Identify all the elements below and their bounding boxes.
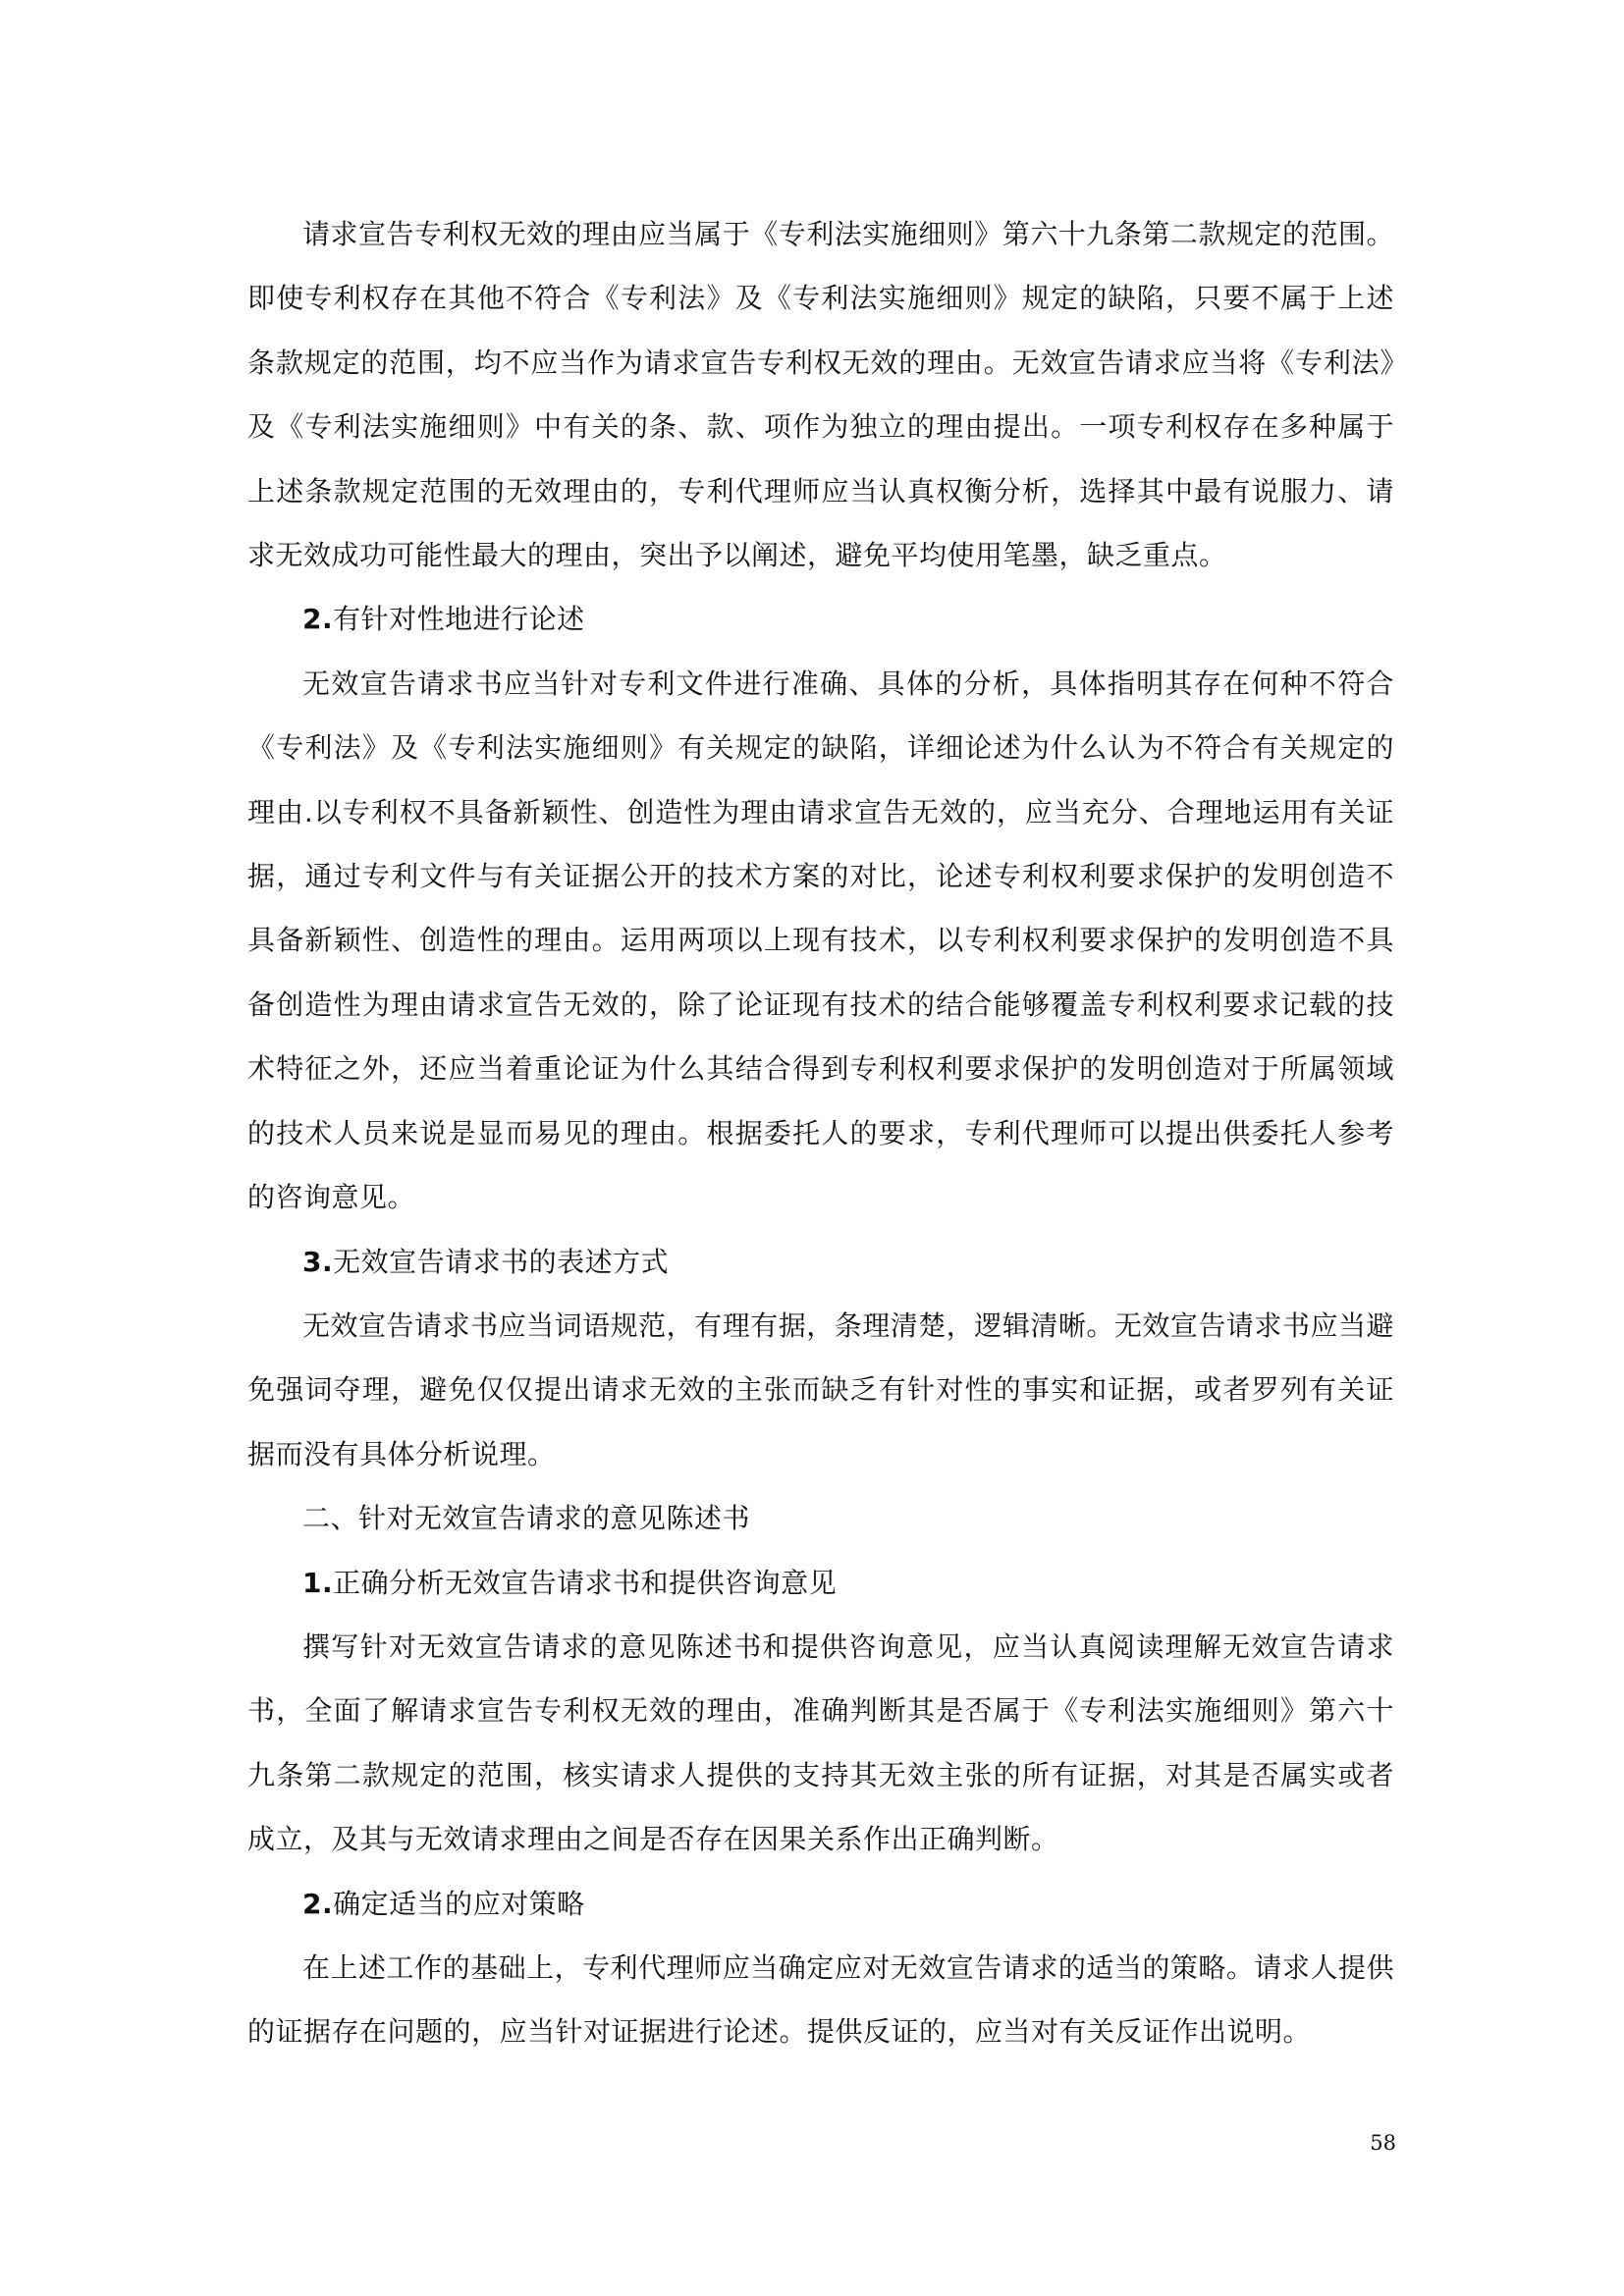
- heading-number: 2.: [302, 603, 334, 636]
- heading-response-strategy: [247, 1872, 1394, 1936]
- paragraph-expression-style: 无效宣告请求书应当词语规范，有理有据，条理清楚，逻辑清晰。无效宣告请求书应当避免强词夺理，避免仅仅提出请求无效的主张而缺乏有针对性的事实和证据，或者罗列有关证据而没有具体分析说理。: [247, 1308, 1394, 1470]
- page-number: 58: [1370, 2131, 1396, 2155]
- heading-number: 1.: [302, 1566, 334, 1599]
- heading-number: 2.: [302, 1887, 334, 1920]
- section-heading-opinion-statement: 二、针对无效宣告请求的意见陈述书: [302, 1502, 751, 1535]
- heading-targeted-argument: [247, 587, 1394, 651]
- paragraph-invalid-grounds-scope: 请求宣告专利权无效的理由应当属于《专利法实施细则》第六十九条第二款规定的范围。即使专利权存在其他不符合《专利法》及《专利法实施细则》规定的缺陷，只要不属于上述条款规定的范围，均不应当作为请求宣告专利权无效的理由。无效宣告请求应当将《专利法》及《专利法实施细则》中有关的条、款、项作为独立的理由提出。一项专利权存在多种属于上述条款规定范围的无效理由的，专利代理师应当认真权衡分析，选择其中最有说服力、请求无效成功可能性最大的理由，突出予以阐述，避免平均使用笔墨，缺乏重点。: [247, 218, 1394, 572]
- heading-text: 正确分析无效宣告请求书和提供咨询意见: [333, 1566, 838, 1599]
- paragraph-correct-analysis: 撰写针对无效宣告请求的意见陈述书和提供咨询意见，应当认真阅读理解无效宣告请求书，全面了解请求宣告专利权无效的理由，准确判断其是否属于《专利法实施细则》第六十九条第二款规定的范围，核实请求人提供的支持其无效主张的所有证据，对其是否属实或者成立，及其与无效请求理由之间是否存在因果关系作出正确判断。: [247, 1629, 1394, 1856]
- document-page: [247, 202, 1394, 2064]
- heading-correct-analysis: [247, 1551, 1394, 1615]
- heading-expression-style: [247, 1230, 1394, 1294]
- heading-text: 有针对性地进行论述: [333, 603, 585, 636]
- heading-number: 3.: [302, 1245, 334, 1278]
- paragraph-response-strategy: 在上述工作的基础上，专利代理师应当确定应对无效宣告请求的适当的策略。请求人提供的证据存在问题的，应当针对证据进行论述。提供反证的，应当对有关反证作出说明。: [247, 1950, 1394, 2049]
- heading-text: 确定适当的应对策略: [333, 1887, 585, 1920]
- heading-text: 无效宣告请求书的表述方式: [333, 1245, 670, 1278]
- paragraph-targeted-argument: 无效宣告请求书应当针对专利文件进行准确、具体的分析，具体指明其存在何种不符合《专利法》及《专利法实施细则》有关规定的缺陷，详细论述为什么认为不符合有关规定的理由.以专利权不具备新颖性、创造性为理由请求宣告无效的，应当充分、合理地运用有关证据，通过专利文件与有关证据公开的技术方案的对比，论述专利权利要求保护的发明创造不具备新颖性、创造性的理由。运用两项以上现有技术，以专利权利要求保护的发明创造不具备创造性为理由请求宣告无效的，除了论证现有技术的结合能够覆盖专利权利要求记载的技术特征之外，还应当着重论证为什么其结合得到专利权利要求保护的发明创造对于所属领域的技术人员来说是显而易见的理由。根据委托人的要求，专利代理师可以提出供委托人参考的咨询意见。: [247, 667, 1394, 1214]
